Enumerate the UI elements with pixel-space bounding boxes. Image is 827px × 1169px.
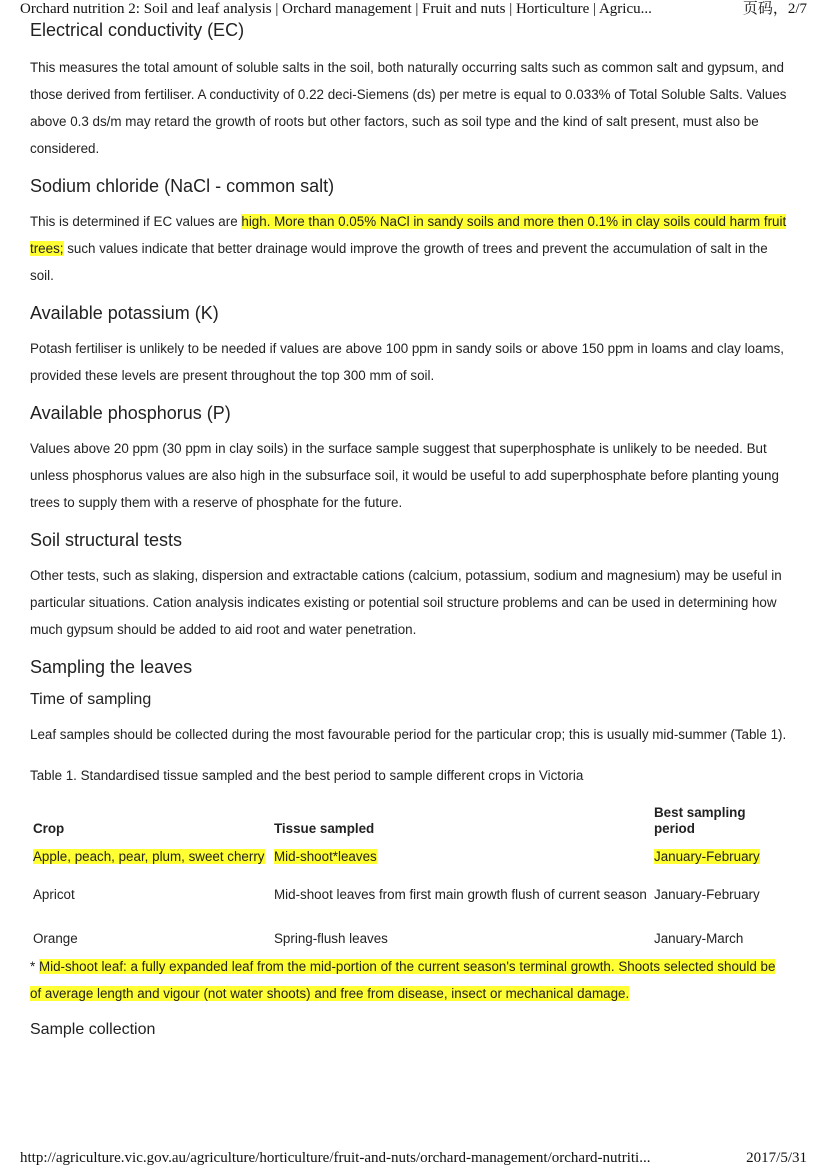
- nacl-text-post: such values indicate that better drainage would improve the growth of trees and prevent the accumulation of salt in the soil.: [30, 241, 768, 283]
- table-cell-tissue: Mid-shoot leaves from first main growth flush of current season: [274, 887, 647, 902]
- table-footnote: [30, 953, 790, 1007]
- paragraph-time-of-sampling: Leaf samples should be collected during the most favourable period for the particular crop; this is usually mid-summer (Table 1).: [30, 727, 787, 742]
- subheading-sample-collection: Sample collection: [30, 1021, 156, 1038]
- tissue-highlight: Mid-shoot*leaves: [274, 849, 377, 864]
- heading-structural: Soil structural tests: [30, 530, 183, 550]
- table-row: [30, 843, 790, 887]
- table-row: [30, 931, 790, 953]
- sampling-table: [30, 805, 790, 953]
- subheading-time-of-sampling: Time of sampling: [30, 691, 152, 708]
- header-title: Orchard nutrition 2: Soil and leaf analysis | Orchard management | Fruit and nuts | Horticulture | Agricu...: [20, 1, 652, 17]
- heading-phosphorus: Available phosphorus (P): [30, 403, 231, 423]
- nacl-text-pre: This is determined if EC values are: [30, 214, 242, 229]
- paragraph-nacl: [30, 208, 790, 289]
- heading-leaves: Sampling the leaves: [30, 657, 193, 677]
- table-header-period: Best sampling period: [654, 805, 746, 836]
- paragraph-structural: Other tests, such as slaking, dispersion and extractable cations (calcium, potassium, sodium and magnesium) may be useful in particular situations. Cation analysis indicates existing or potential soil structure problems and can be used in determining how much gypsum should be added to aid root and water penetration.: [30, 568, 782, 637]
- table-header-row: [30, 805, 790, 843]
- header-page-number: 页码，2/7: [742, 1, 807, 17]
- table-cell-crop: Orange: [33, 931, 78, 946]
- page-header: [20, 0, 807, 18]
- heading-ec: Electrical conductivity (EC): [30, 20, 245, 40]
- paragraph-potassium: Potash fertiliser is unlikely to be needed if values are above 100 ppm in sandy soils or above 150 ppm in loams and clay loams, provided these levels are present throughout the top 300 mm of soil.: [30, 341, 785, 383]
- footer-date: 2017/5/31: [746, 1150, 807, 1166]
- table-header-crop: Crop: [33, 821, 65, 836]
- table-cell-period: [651, 843, 790, 887]
- table-caption: Table 1. Standardised tissue sampled and the best period to sample different crops in Victoria: [30, 768, 584, 783]
- table-cell-crop: Apricot: [33, 887, 75, 902]
- table-cell-tissue: [271, 843, 651, 887]
- table-cell-period: January-February: [654, 887, 760, 902]
- table-cell-period: January-March: [654, 931, 744, 946]
- table-header-tissue: Tissue sampled: [274, 821, 375, 836]
- paragraph-phosphorus: Values above 20 ppm (30 ppm in clay soils) in the surface sample suggest that superphosphate is unlikely to be needed. But unless phosphorus values are also high in the subsurface soil, it would be useful to add superphosphate before planting young trees to supply them with a reserve of phosphate for the future.: [30, 441, 779, 510]
- period-highlight: January-February: [654, 849, 760, 864]
- table-row: [30, 887, 790, 931]
- heading-potassium: Available potassium (K): [30, 303, 219, 323]
- table-cell-tissue: Spring-flush leaves: [274, 931, 388, 946]
- article-body: [30, 18, 790, 1041]
- footnote-highlight-2: Shoots selected should be of average length and vigour (not water shoots) and free from disease, insect or mechanical damage.: [30, 959, 776, 1001]
- crop-highlight: Apple, peach, pear, plum, sweet cherry: [33, 849, 265, 864]
- nacl-highlight: high. More than 0.05% NaCl in sandy soils and more then 0.1% in clay soils could harm fruit trees;: [30, 214, 787, 256]
- heading-nacl: Sodium chloride (NaCl - common salt): [30, 176, 335, 196]
- footnote-highlight-1: Mid-shoot leaf: a fully expanded leaf from the mid-portion of the current season's terminal growth.: [38, 959, 615, 974]
- table-cell-crop: [30, 843, 271, 887]
- footnote-star: *: [30, 959, 39, 974]
- footer-url: http://agriculture.vic.gov.au/agriculture/horticulture/fruit-and-nuts/orchard-management/orchard-nutriti...: [20, 1150, 651, 1166]
- page-footer: [20, 1149, 807, 1167]
- paragraph-ec: This measures the total amount of soluble salts in the soil, both naturally occurring salts such as common salt and gypsum, and those derived from fertiliser. A conductivity of 0.22 deci-Siemens (ds) per metre is equal to 0.033% of Total Soluble Salts. Values above 0.3 ds/m may retard the growth of roots but other factors, such as soil type and the kind of salt present, must also be considered.: [30, 60, 787, 156]
